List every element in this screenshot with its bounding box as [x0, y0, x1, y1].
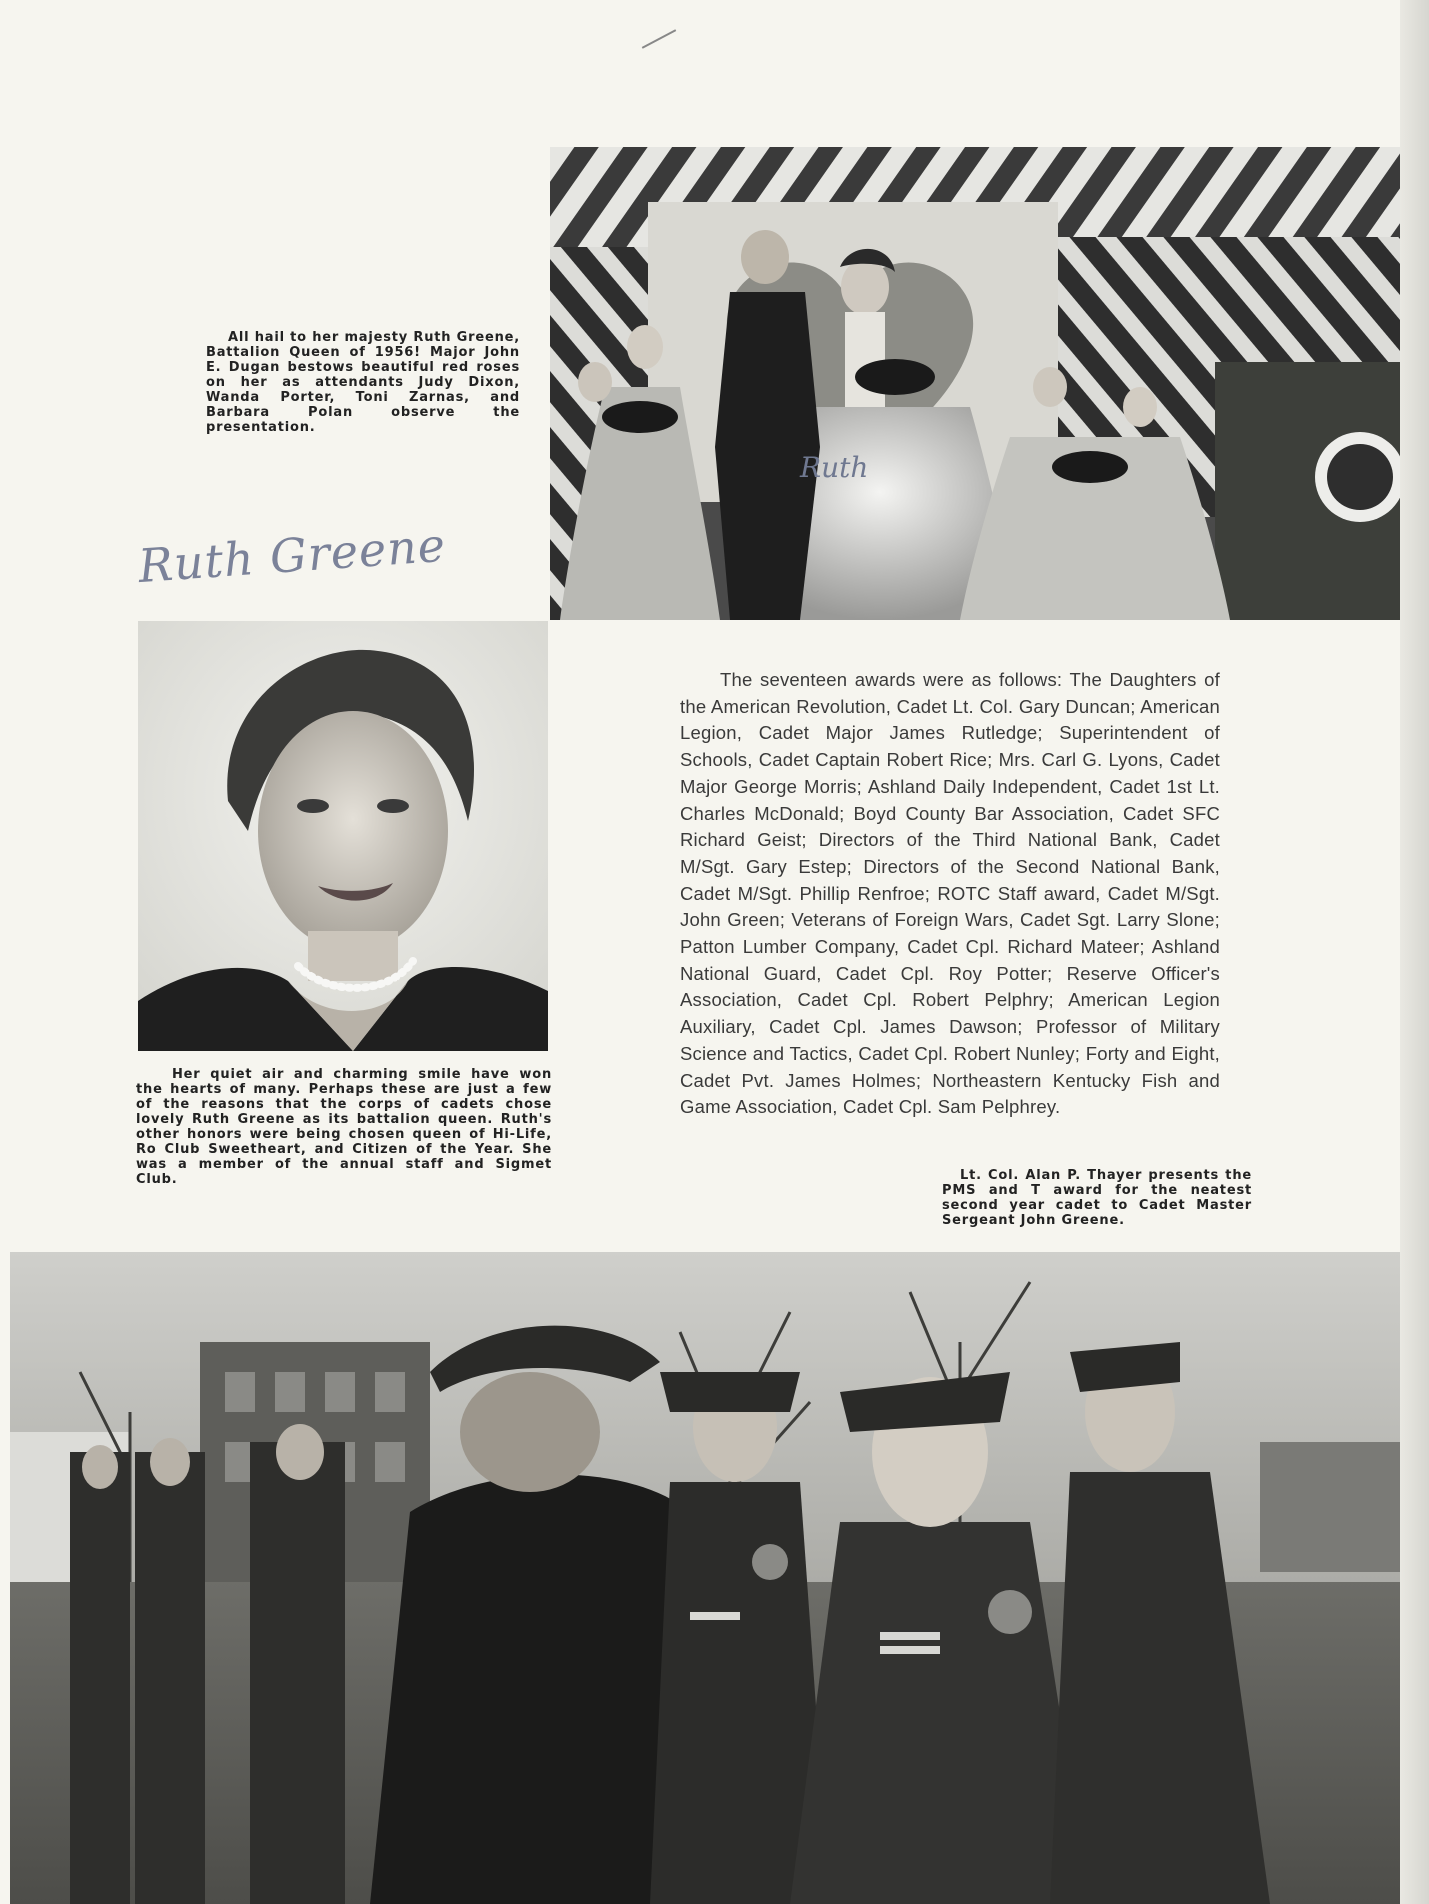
queen-caption: All hail to her majesty Ruth Greene, Battalion Queen of 1956! Major John E. Dugan bestows beautiful red roses on her as attendants Judy Dixon, Wanda Porter, Toni Zarnas, and Barbara Polan observe the presentation.	[206, 330, 520, 435]
portrait-caption: Her quiet air and charming smile have won the hearts of many. Perhaps these are just a few of the reasons that the corps of cadets chose lovely Ruth Greene as its battalion queen. Ruth's other honors were being chosen queen of Hi-Life, Ro Club Sweetheart, and Citizen of the Year. She was a member of the annual staff and Sigmet Club.	[136, 1067, 552, 1187]
ruth-greene-signature: Ruth Greene	[136, 517, 448, 594]
award-presentation-photo	[10, 1252, 1400, 1904]
pen-mark	[642, 29, 676, 49]
queen-crowning-photo	[550, 147, 1400, 620]
award-caption: Lt. Col. Alan P. Thayer presents the PMS and T award for the neatest second year cadet to Cadet Master Sergeant John Greene.	[942, 1168, 1252, 1228]
ruth-greene-portrait	[138, 621, 548, 1051]
awards-list-paragraph: The seventeen awards were as follows: The Daughters of the American Revolution, Cadet Lt. Col. Gary Duncan; American Legion, Cadet Major James Rutledge; Superintendent of Schools, Cadet Captain Robert Rice; Mrs. Carl G. Lyons, Cadet Major George Morris; Ashland Daily Independent, Cadet 1st Lt. Charles McDonald; Boyd County Bar Association, Cadet SFC Richard Geist; Directors of the Third National Bank, Cadet M/Sgt. Gary Estep; Directors of the Second National Bank, Cadet M/Sgt. Phillip Renfroe; ROTC Staff award, Cadet M/Sgt. John Green; Veterans of Foreign Wars, Cadet Sgt. Larry Slone; Patton Lumber Company, Cadet Cpl. Richard Mateer; Ashland National Guard, Cadet Cpl. Roy Potter; Reserve Officer's Association, Cadet Cpl. Robert Pelphry; American Legion Auxiliary, Cadet Cpl. James Dawson; Professor of Military Science and Tactics, Cadet Cpl. Robert Nunley; Forty and Eight, Cadet Pvt. James Holmes; Northeastern Kentucky Fish and Game Association, Cadet Cpl. Sam Pelphrey.	[680, 669, 1220, 1118]
ruth-inscription: Ruth	[800, 451, 869, 484]
page-edge	[1400, 0, 1429, 1904]
